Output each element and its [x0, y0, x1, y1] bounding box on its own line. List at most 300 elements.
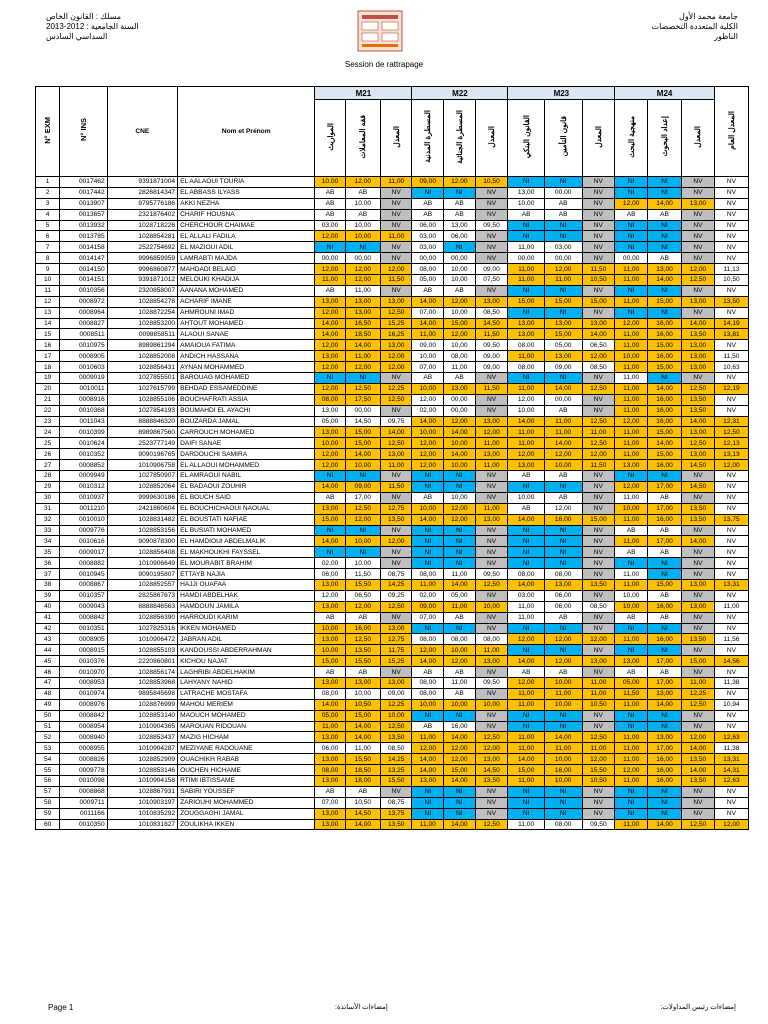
ins-number: 0014151 — [60, 275, 107, 286]
student-name: EL BADAOUI ZOUHIR — [178, 481, 315, 492]
cne: 1010906649 — [107, 558, 177, 569]
m24-note-1: 11,00 — [615, 275, 648, 286]
final-average: NV — [714, 503, 748, 514]
exam-number: 59 — [36, 808, 60, 819]
m24-note-2: NI — [648, 808, 682, 819]
m21-note-2: 14,00 — [345, 819, 380, 830]
m23-note-1: 08,00 — [508, 569, 544, 580]
student-name: EL HAMDIOUI ABDELMALIK — [178, 536, 315, 547]
m24-average: 12,50 — [682, 438, 715, 449]
m23-note-1: 11,00 — [508, 732, 544, 743]
m23-note-1: 14,00 — [508, 754, 544, 765]
table-row — [36, 743, 749, 754]
m21-note-1: 13,00 — [315, 427, 345, 438]
exam-number: 44 — [36, 645, 60, 656]
m24-note-2: NI — [648, 373, 682, 384]
m22-note-2: 12,00 — [444, 416, 476, 427]
m22-note-1: NI — [412, 187, 444, 198]
exam-number: 48 — [36, 688, 60, 699]
m23-average: 11,50 — [582, 460, 615, 471]
m21-note-2: 09,00 — [345, 481, 380, 492]
table-row — [36, 569, 749, 580]
exam-number: 57 — [36, 786, 60, 797]
table-row — [36, 623, 749, 634]
m21-note-2: 00,00 — [345, 253, 380, 264]
m24-note-2: AB — [648, 547, 682, 558]
m24-note-1: NI — [615, 808, 648, 819]
m23-note-2: NI — [544, 307, 582, 318]
m21-note-1: NI — [315, 547, 345, 558]
ins-number: 0011210 — [60, 503, 107, 514]
ins-number: 0010098 — [60, 775, 107, 786]
student-name: RTIMI IBTISSAME — [178, 775, 315, 786]
m22-note-1: 14,00 — [412, 514, 444, 525]
exam-number: 3 — [36, 198, 60, 209]
student-name: CHARIF HOUSNA — [178, 209, 315, 220]
m23-average: NV — [582, 285, 615, 296]
m21-note-1: 14,00 — [315, 536, 345, 547]
m21-note-2: AB — [345, 187, 380, 198]
student-name: DARDOUCHI SAMIRA — [178, 449, 315, 460]
header-sub-m24-1: إعداد البحوث — [648, 100, 682, 177]
cne: 9999630186 — [107, 492, 177, 503]
m23-average: 10,50 — [582, 275, 615, 286]
exam-number: 31 — [36, 503, 60, 514]
m24-note-1: NI — [615, 710, 648, 721]
cne: 2523777149 — [107, 438, 177, 449]
m24-note-1: 11,00 — [615, 732, 648, 743]
m21-note-2: 15,00 — [345, 438, 380, 449]
student-name: HARROUDI KARIM — [178, 612, 315, 623]
m24-average: NV — [682, 242, 715, 253]
ins-number: 0008953 — [60, 677, 107, 688]
final-average: NV — [714, 721, 748, 732]
m24-note-1: AB — [615, 612, 648, 623]
m23-note-2: AB — [544, 492, 582, 503]
m24-average: NV — [682, 231, 715, 242]
m23-average: NV — [582, 492, 615, 503]
exam-number: 7 — [36, 242, 60, 253]
table-row — [36, 187, 749, 198]
m21-average: 12,25 — [380, 383, 412, 394]
m22-note-1: AB — [412, 209, 444, 220]
m23-average: 11,00 — [582, 688, 615, 699]
student-name: ANDICH HASSANA — [178, 351, 315, 362]
m22-note-1: 10,00 — [412, 351, 444, 362]
m24-average: 13,00 — [682, 340, 715, 351]
final-average: NV — [714, 797, 748, 808]
m24-average: 12,50 — [682, 383, 715, 394]
student-name: MAROUAN RIDOUAN — [178, 721, 315, 732]
m23-note-1: AB — [508, 209, 544, 220]
m23-note-2: 12,00 — [544, 634, 582, 645]
m24-note-1: 11,00 — [615, 536, 648, 547]
final-average: 12,63 — [714, 775, 748, 786]
m22-note-1: AB — [412, 721, 444, 732]
table-row — [36, 318, 749, 329]
m24-note-2: 14,00 — [648, 438, 682, 449]
m23-average: NV — [582, 536, 615, 547]
m24-average: 13,00 — [682, 296, 715, 307]
m23-note-1: 11,00 — [508, 775, 544, 786]
student-name: SABIRI YOUSSEF — [178, 786, 315, 797]
m24-average: 14,00 — [682, 765, 715, 776]
m24-average: 13,50 — [682, 329, 715, 340]
final-average: NV — [714, 340, 748, 351]
m23-average: 06,50 — [582, 340, 615, 351]
m21-average: 13,00 — [380, 296, 412, 307]
table-row — [36, 808, 749, 819]
m22-note-1: 08,00 — [412, 569, 444, 580]
final-average: NV — [714, 187, 748, 198]
m21-note-1: 06,00 — [315, 569, 345, 580]
m22-note-1: AB — [412, 667, 444, 678]
m21-note-1: 13,00 — [315, 405, 345, 416]
student-name: AMAIOUA FATIMA — [178, 340, 315, 351]
m21-note-1: 02,00 — [315, 558, 345, 569]
m23-note-1: 11,00 — [508, 351, 544, 362]
m21-average: 13,50 — [380, 819, 412, 830]
final-average: NV — [714, 242, 748, 253]
exam-number: 49 — [36, 699, 60, 710]
m22-note-1: NI — [412, 710, 444, 721]
table-row — [36, 460, 749, 471]
m24-note-2: 17,00 — [648, 677, 682, 688]
ins-number: 0010974 — [60, 688, 107, 699]
m22-note-2: 12,00 — [444, 296, 476, 307]
m22-note-2: 14,00 — [444, 819, 476, 830]
final-average: NV — [714, 394, 748, 405]
m21-note-1: 08,00 — [315, 394, 345, 405]
final-average: NV — [714, 547, 748, 558]
m23-note-2: 14,00 — [544, 383, 582, 394]
m23-note-2: NI — [544, 373, 582, 384]
m23-note-2: NI — [544, 547, 582, 558]
ins-number: 0010356 — [60, 285, 107, 296]
m23-note-2: 14,00 — [544, 732, 582, 743]
m22-note-2: 10,00 — [444, 460, 476, 471]
header-module-m21: M21 — [315, 87, 412, 100]
m23-note-2: 12,00 — [544, 656, 582, 667]
table-row — [36, 601, 749, 612]
m22-average: NV — [475, 231, 508, 242]
m21-note-1: 03,00 — [315, 220, 345, 231]
m21-note-2: 10,00 — [345, 231, 380, 242]
exam-number: 25 — [36, 438, 60, 449]
m24-average: NV — [682, 307, 715, 318]
final-average: NV — [714, 209, 748, 220]
header-sub-m24-2: المعدل — [682, 100, 715, 177]
student-name: AKKI NEZHA — [178, 198, 315, 209]
m21-note-1: 13,00 — [315, 775, 345, 786]
header-sub-m21-2: المعدل — [380, 100, 412, 177]
m21-note-1: 12,00 — [315, 307, 345, 318]
m22-note-2: 00,00 — [444, 253, 476, 264]
m21-note-2: 10,50 — [345, 797, 380, 808]
table-row — [36, 362, 749, 373]
m22-average: 13,00 — [475, 656, 508, 667]
m23-note-2: AB — [544, 209, 582, 220]
m21-average: 12,50 — [380, 438, 412, 449]
m21-note-1: 13,00 — [315, 601, 345, 612]
m22-note-1: 00,00 — [412, 253, 444, 264]
m22-average: 10,00 — [475, 699, 508, 710]
m23-average: 13,00 — [582, 656, 615, 667]
student-name: MELOUKI KHADIJA — [178, 275, 315, 286]
m21-average: 14,00 — [380, 427, 412, 438]
m24-note-1: NI — [615, 307, 648, 318]
m22-note-1: NI — [412, 481, 444, 492]
ins-number: 0009778 — [60, 765, 107, 776]
m22-average: NV — [475, 209, 508, 220]
m22-note-1: 14,00 — [412, 416, 444, 427]
m22-note-2: 10,00 — [444, 340, 476, 351]
m24-average: 13,00 — [682, 601, 715, 612]
cne: 1028856408 — [107, 547, 177, 558]
cne: 2825867673 — [107, 590, 177, 601]
m21-note-2: 18,50 — [345, 765, 380, 776]
m24-average: NV — [682, 253, 715, 264]
m22-note-2: NI — [444, 710, 476, 721]
m22-note-1: AB — [412, 492, 444, 503]
m21-average: 12,00 — [380, 536, 412, 547]
m23-note-1: 08,00 — [508, 362, 544, 373]
m21-note-2: 15,00 — [345, 710, 380, 721]
m22-average: 11,00 — [475, 645, 508, 656]
exam-number: 26 — [36, 449, 60, 460]
m23-average: 15,50 — [582, 765, 615, 776]
m24-note-1: NI — [615, 797, 648, 808]
m24-note-2: 17,00 — [648, 481, 682, 492]
ins-number: 0014147 — [60, 253, 107, 264]
m24-average: NV — [682, 471, 715, 482]
final-average: NV — [714, 231, 748, 242]
m22-average: 10,50 — [475, 177, 508, 188]
m23-note-2: 15,00 — [544, 296, 582, 307]
m22-note-2: AB — [444, 667, 476, 678]
m23-note-2: NI — [544, 558, 582, 569]
m23-average: 12,00 — [582, 449, 615, 460]
m22-note-2: 10,00 — [444, 645, 476, 656]
exam-number: 17 — [36, 351, 60, 362]
m22-average: 08,50 — [475, 307, 508, 318]
m21-note-2: 10,00 — [345, 558, 380, 569]
m22-note-2: 10,00 — [444, 492, 476, 503]
m21-average: 13,00 — [380, 677, 412, 688]
m22-average: NV — [475, 536, 508, 547]
table-row — [36, 721, 749, 732]
m22-note-1: NI — [412, 786, 444, 797]
m21-note-1: 14,00 — [315, 481, 345, 492]
m24-note-2: NI — [648, 623, 682, 634]
exam-number: 20 — [36, 383, 60, 394]
m21-note-2: 16,00 — [345, 623, 380, 634]
m21-note-1: 13,00 — [315, 634, 345, 645]
exam-number: 16 — [36, 340, 60, 351]
m23-average: 15,00 — [582, 296, 615, 307]
m21-note-1: 06,00 — [315, 743, 345, 754]
student-name: EL BOUCH SAID — [178, 492, 315, 503]
m23-note-2: 10,00 — [544, 460, 582, 471]
m23-note-2: 16,00 — [544, 514, 582, 525]
m22-note-2: 08,00 — [444, 351, 476, 362]
ins-number: 0010975 — [60, 340, 107, 351]
m24-note-2: 15,00 — [648, 449, 682, 460]
m23-note-2: 11,00 — [544, 427, 582, 438]
student-name: EL BUSIATI MOHAMED — [178, 525, 315, 536]
m24-note-2: 16,00 — [648, 460, 682, 471]
m21-note-2: 06,50 — [345, 590, 380, 601]
page-number: Page 1 — [48, 1003, 74, 1012]
m22-average: 09,50 — [475, 677, 508, 688]
m24-note-1: NI — [615, 558, 648, 569]
m23-note-2: 10,00 — [544, 699, 582, 710]
m21-note-1: AB — [315, 198, 345, 209]
m23-note-1: 11,00 — [508, 275, 544, 286]
ins-number: 0010376 — [60, 656, 107, 667]
m22-note-2: NI — [444, 481, 476, 492]
m21-note-2: 12,00 — [345, 264, 380, 275]
student-name: EL AALAOUI TOURIA — [178, 177, 315, 188]
student-name: EL ALLALI FADILA — [178, 231, 315, 242]
cne: 8989861294 — [107, 340, 177, 351]
m22-average: 11,00 — [475, 438, 508, 449]
m23-note-2: 15,00 — [544, 329, 582, 340]
m23-average: 11,00 — [582, 427, 615, 438]
exam-number: 46 — [36, 667, 60, 678]
ins-number: 0008940 — [60, 732, 107, 743]
m22-average: 12,50 — [475, 819, 508, 830]
m23-note-1: 11,00 — [508, 601, 544, 612]
m21-note-2: 18,00 — [345, 775, 380, 786]
student-name: MAZIG HICHAM — [178, 732, 315, 743]
header-cne: CNE — [107, 87, 177, 177]
m21-note-2: 12.00 — [345, 177, 380, 188]
m22-average: 12,00 — [475, 743, 508, 754]
exam-number: 10 — [36, 275, 60, 286]
m21-note-2: 12,50 — [345, 634, 380, 645]
m23-note-1: 11,00 — [508, 264, 544, 275]
table-row — [36, 307, 749, 318]
cne: 2826814347 — [107, 187, 177, 198]
exam-number: 27 — [36, 460, 60, 471]
m22-average: 13,00 — [475, 416, 508, 427]
m23-note-1: 11,00 — [508, 383, 544, 394]
m21-note-2: AB — [345, 209, 380, 220]
m23-average: NV — [582, 481, 615, 492]
ins-number: 0009043 — [60, 601, 107, 612]
m21-note-2: 17,00 — [345, 492, 380, 503]
table-row — [36, 405, 749, 416]
m21-average: NV — [380, 786, 412, 797]
m21-average: 13,50 — [380, 514, 412, 525]
final-average: 13,13 — [714, 449, 748, 460]
m24-note-2: NI — [648, 177, 682, 188]
m21-note-1: AB — [315, 187, 345, 198]
ins-number: 0013907 — [60, 198, 107, 209]
m21-note-2: 10,00 — [345, 460, 380, 471]
final-average: NV — [714, 808, 748, 819]
m24-note-2: NI — [648, 307, 682, 318]
m21-average: NV — [380, 220, 412, 231]
m21-note-1: 12,00 — [315, 362, 345, 373]
m23-note-2: AB — [544, 471, 582, 482]
m23-note-1: 11,00 — [508, 688, 544, 699]
exam-number: 13 — [36, 307, 60, 318]
cne: 9895845698 — [107, 688, 177, 699]
m23-note-1: 11,00 — [508, 743, 544, 754]
m22-note-1: 07,00 — [412, 612, 444, 623]
header-sub-m21-0: المواريث — [315, 100, 345, 177]
m22-note-1: 03,00 — [412, 242, 444, 253]
m22-note-2: 00,00 — [444, 394, 476, 405]
document-logo-icon — [352, 8, 408, 54]
m24-note-2: 16,00 — [648, 775, 682, 786]
m21-note-2: 14,00 — [345, 732, 380, 743]
m21-note-2: 11,00 — [345, 743, 380, 754]
final-average: 11,38 — [714, 743, 748, 754]
session-title: Session de rattrapage — [344, 60, 424, 69]
m24-note-1: 12,00 — [615, 481, 648, 492]
student-name: OUCHEN HICHAME — [178, 765, 315, 776]
cne: 1028855106 — [107, 394, 177, 405]
m24-note-2: 16,00 — [648, 514, 682, 525]
table-row — [36, 351, 749, 362]
m24-average: NV — [682, 285, 715, 296]
m22-average: NV — [475, 667, 508, 678]
m24-note-1: AB — [615, 209, 648, 220]
m22-note-2: 10,00 — [444, 307, 476, 318]
m21-note-1: 08,00 — [315, 765, 345, 776]
m24-average: 12,50 — [682, 699, 715, 710]
final-average: 12,50 — [714, 427, 748, 438]
cne: 2220860801 — [107, 656, 177, 667]
m22-note-2: NI — [444, 471, 476, 482]
ins-number: 0014150 — [60, 264, 107, 275]
exam-number: 32 — [36, 514, 60, 525]
ins-number: 0009949 — [60, 471, 107, 482]
cne: 1010835292 — [107, 808, 177, 819]
m23-note-1: NI — [508, 710, 544, 721]
table-row — [36, 514, 749, 525]
m21-note-2: AB — [345, 667, 380, 678]
m23-note-2: 06,00 — [544, 601, 582, 612]
m21-note-2: 17,50 — [345, 394, 380, 405]
m24-note-2: AB — [648, 667, 682, 678]
header-module-m22: M22 — [412, 87, 508, 100]
m23-note-1: NI — [508, 481, 544, 492]
table-row — [36, 416, 749, 427]
student-name: JABRAN ADIL — [178, 634, 315, 645]
exam-number: 5 — [36, 220, 60, 231]
m21-note-1: 13,00 — [315, 503, 345, 514]
ins-number: 0011043 — [60, 416, 107, 427]
m24-average: 13,50 — [682, 514, 715, 525]
m24-average: NV — [682, 569, 715, 580]
m24-note-2: 15,00 — [648, 427, 682, 438]
m23-note-2: 08,00 — [544, 569, 582, 580]
exam-number: 37 — [36, 569, 60, 580]
final-average: 10,63 — [714, 362, 748, 373]
ins-number: 0009019 — [60, 373, 107, 384]
m22-average: 13,00 — [475, 296, 508, 307]
m24-average: 14,00 — [682, 416, 715, 427]
m21-average: 08,50 — [380, 743, 412, 754]
m22-note-1: NI — [412, 797, 444, 808]
ins-number: 0008905 — [60, 634, 107, 645]
m22-average: 07,50 — [475, 275, 508, 286]
m22-average: NV — [475, 721, 508, 732]
